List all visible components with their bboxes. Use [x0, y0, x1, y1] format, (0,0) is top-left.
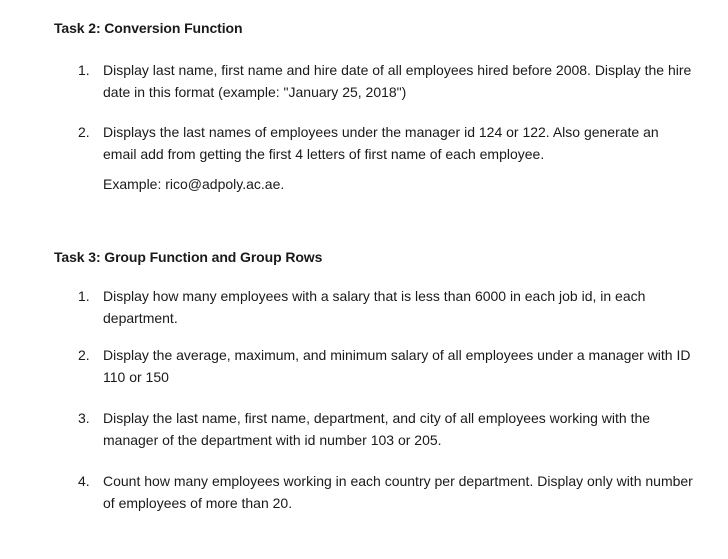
task2-item-1 — [78, 59, 698, 103]
item-text: Display the average, maximum, and minimum salary of all employees under a manager with ID 110 or 150 — [103, 347, 691, 385]
item-text: Display the last name, first name, department, and city of all employees working with the manager of the department with id number 103 or 205. — [103, 410, 651, 448]
task2-example: Example: rico@adpoly.ac.ae. — [103, 176, 285, 192]
task3-item-4 — [78, 470, 698, 514]
task2-item-2 — [78, 121, 698, 165]
item-number: 2. — [78, 124, 90, 140]
item-number: 1. — [78, 62, 90, 78]
item-number: 4. — [78, 473, 90, 489]
item-text: Display last name, first name and hire date of all employees hired before 2008. Display the hire date in this format (example: "January 25, 2018") — [103, 62, 692, 100]
task2-heading: Task 2: Conversion Function — [54, 20, 243, 36]
item-number: 2. — [78, 347, 90, 363]
task3-item-2 — [78, 344, 698, 388]
task3-heading: Task 3: Group Function and Group Rows — [54, 249, 323, 265]
task3-item-1 — [78, 285, 698, 329]
item-text: Count how many employees working in each country per department. Display only with number of employees of more than 20. — [103, 473, 693, 511]
task3-item-3 — [78, 407, 698, 451]
item-number: 1. — [78, 288, 90, 304]
item-text: Displays the last names of employees under the manager id 124 or 122. Also generate an email add from getting the first 4 letters of first name of each employee. — [103, 124, 659, 162]
item-number: 3. — [78, 410, 90, 426]
item-text: Display how many employees with a salary that is less than 6000 in each job id, in each department. — [103, 288, 646, 326]
